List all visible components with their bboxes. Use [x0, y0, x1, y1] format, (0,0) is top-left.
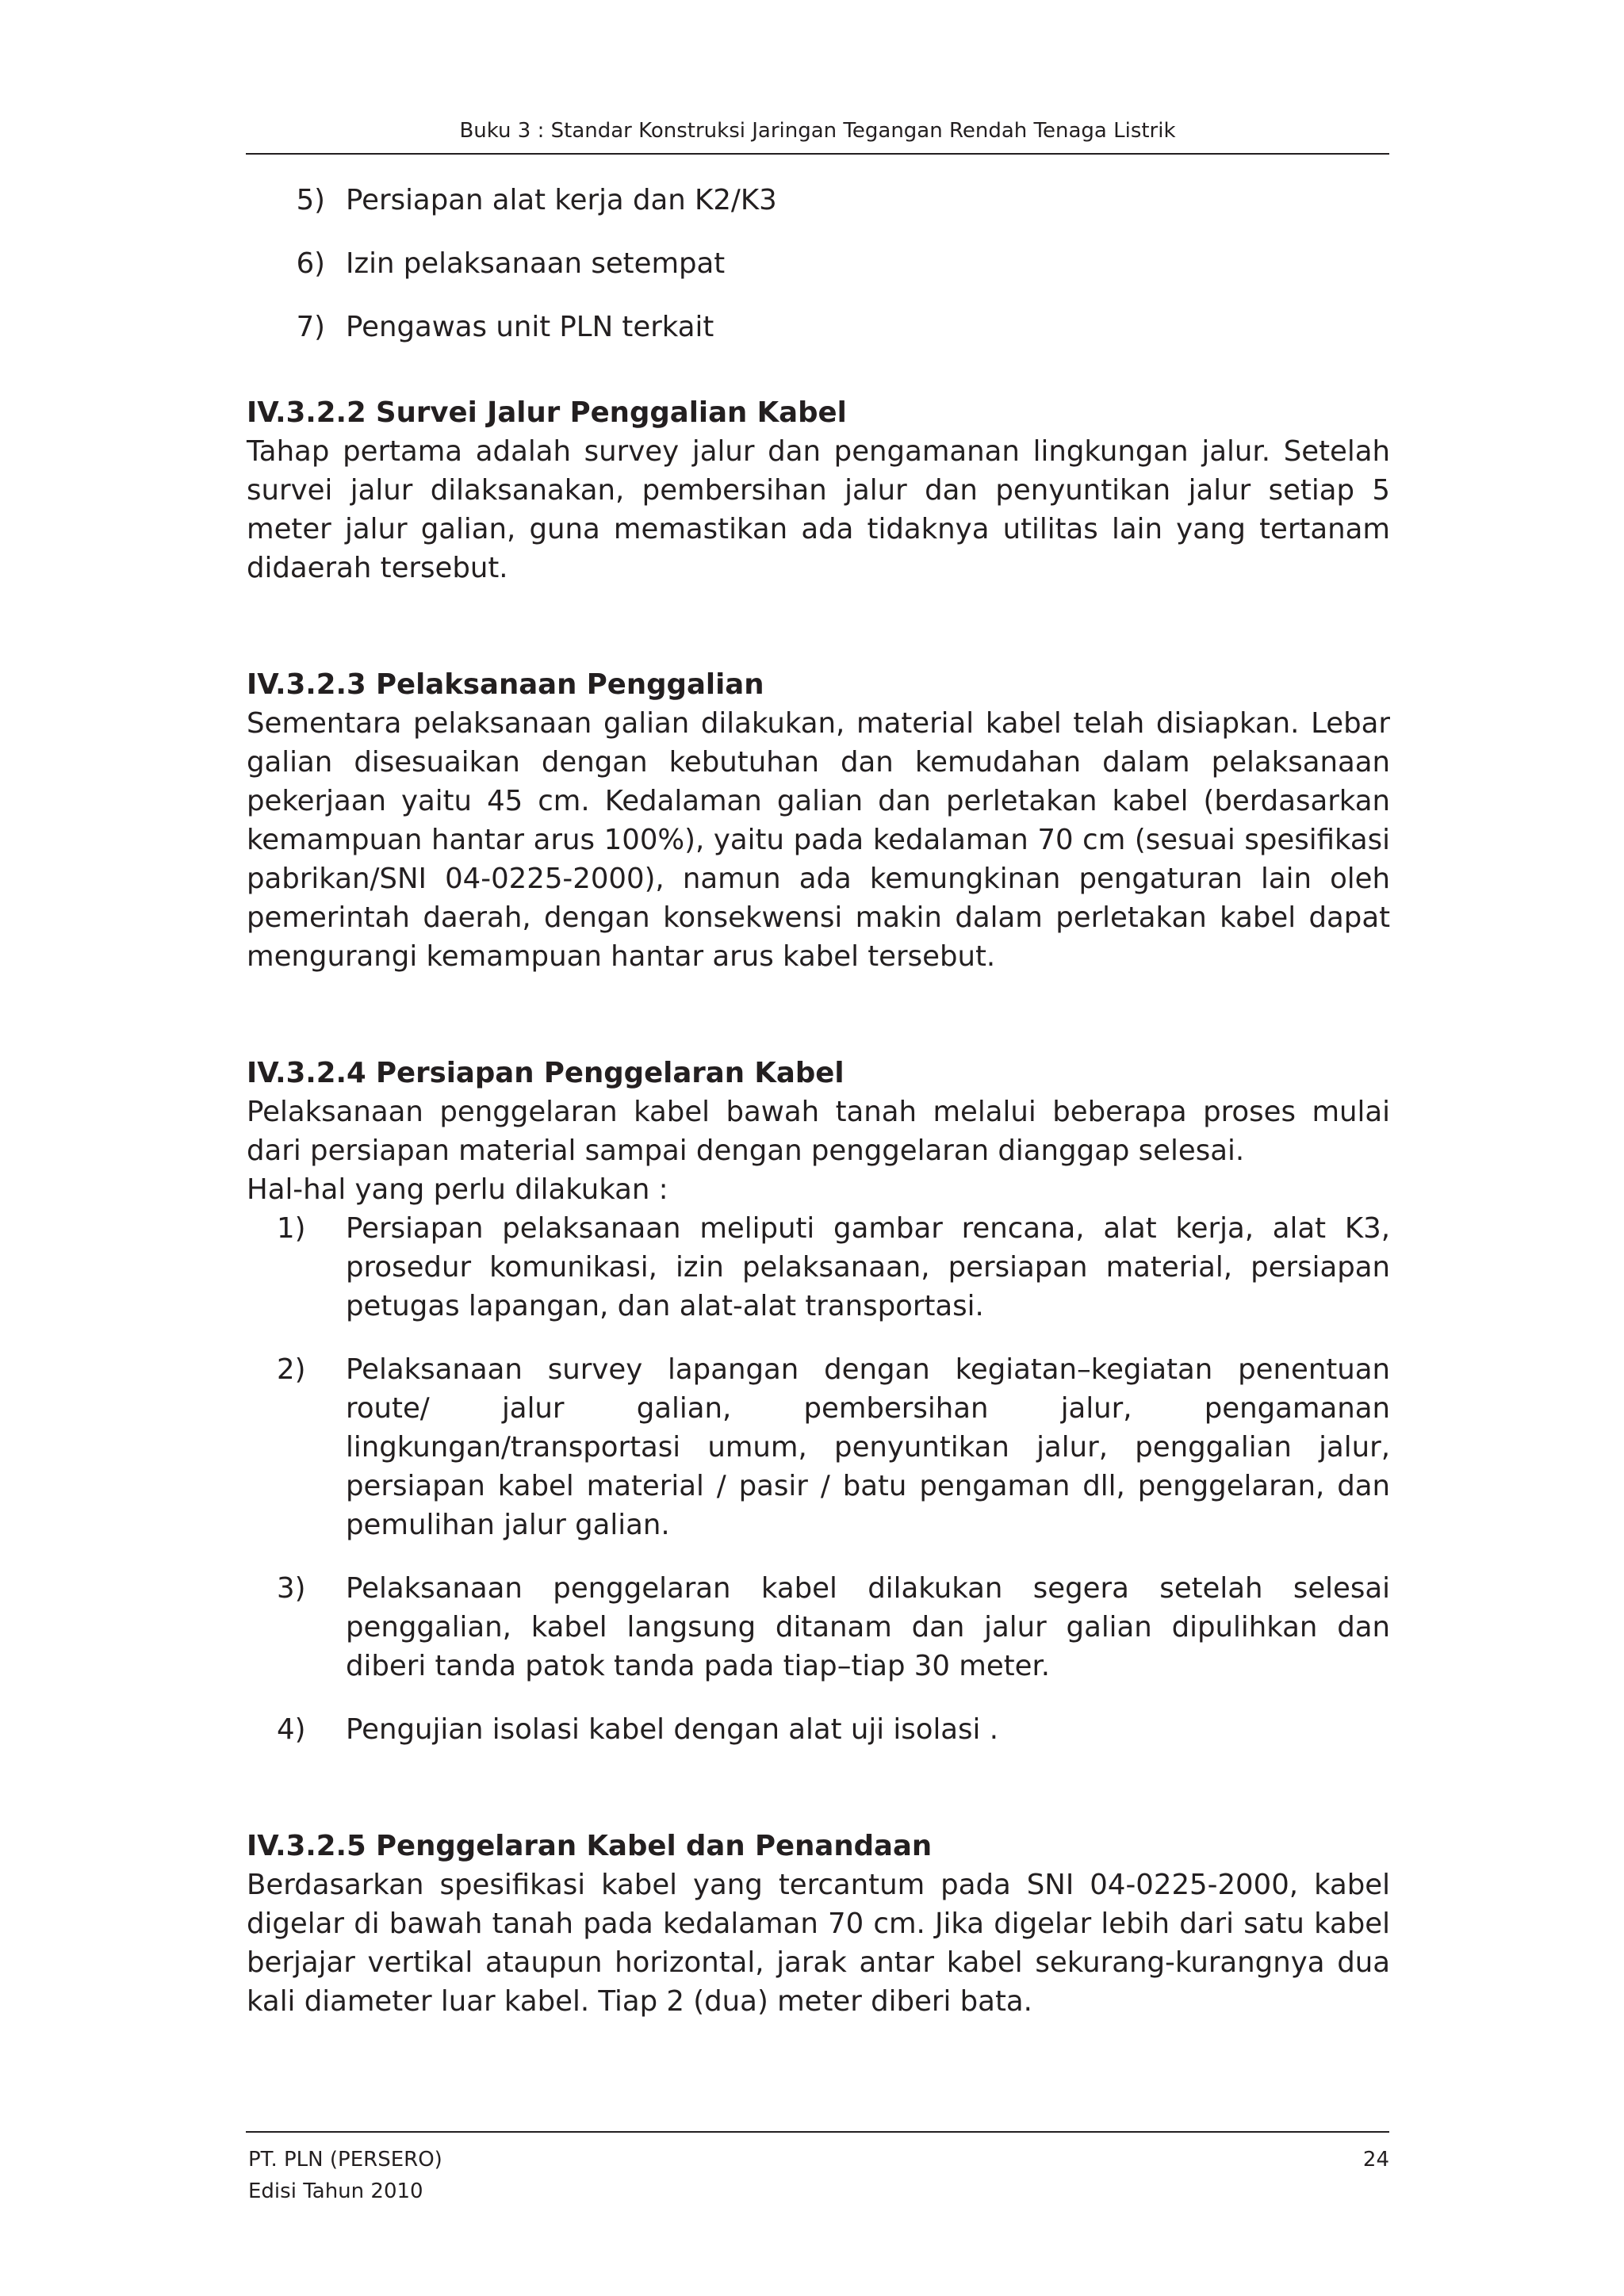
- list-item-number: 1): [277, 1212, 306, 1245]
- section-heading: IV.3.2.4 Persiapan Penggelaran Kabel: [247, 1057, 845, 1089]
- list-item: [247, 1710, 1390, 1749]
- running-header: Buku 3 : Standar Konstruksi Jaringan Tegangan Rendah Tenaga Listrik: [459, 119, 1176, 143]
- list-item-text: Izin pelaksanaan setempat: [346, 247, 726, 280]
- list-item: [247, 1350, 1390, 1544]
- list-item-text: Persiapan alat kerja dan K2/K3: [346, 184, 777, 216]
- list-item-text: Pelaksanaan survey lapangan dengan kegiatan–kegiatan penentuan route/ jalur galian, pembersihan jalur, pengamanan lingkungan/transportasi umum, penyuntikan jalur, penggalian jalur, persiapan kabel material / pasir / batu pengaman dll, penggelaran, dan pemulihan jalur galian.: [346, 1353, 1390, 1541]
- list-item: [247, 1209, 1390, 1326]
- list-item-number: 6): [296, 247, 325, 280]
- list-item: [247, 1569, 1390, 1686]
- list-item-text: Pelaksanaan penggelaran kabel dilakukan segera setelah selesai penggalian, kabel langsung ditanam dan jalur galian dipulihkan dan diberi tanda patok tanda pada tiap–tiap 30 meter.: [346, 1572, 1390, 1682]
- list-item-text: Persiapan pelaksanaan meliputi gambar rencana, alat kerja, alat K3, prosedur komunikasi, izin pelaksanaan, persiapan material, persiapan petugas lapangan, dan alat-alat transportasi.: [346, 1212, 1390, 1322]
- section-heading: IV.3.2.3 Pelaksanaan Penggalian: [247, 668, 764, 701]
- list-item: [247, 308, 1390, 346]
- section-paragraph: Sementara pelaksanaan galian dilakukan, material kabel telah disiapkan. Lebar galian disesuaikan dengan kebutuhan dan kemudahan dalam pelaksanaan pekerjaan yaitu 45 cm. Kedalaman galian dan perletakan kabel (berdasarkan kemampuan hantar arus 100%), yaitu pada kedalaman 70 cm (sesuai spesifikasi pabrikan/SNI 04-0225-2000), namun ada kemungkinan pengaturan lain oleh pemerintah daerah, dengan konsekwensi makin dalam perletakan kabel dapat mengurangi kemampuan hantar arus kabel tersebut.: [247, 707, 1390, 973]
- list-intro: Hal-hal yang perlu dilakukan :: [247, 1173, 668, 1206]
- list-item-number: 2): [277, 1353, 306, 1386]
- list-item-number: 4): [277, 1713, 306, 1746]
- section-penggelaran-penandaan: [247, 1827, 1390, 2021]
- section-paragraph: Berdasarkan spesifikasi kabel yang tercantum pada SNI 04-0225-2000, kabel digelar di bawah tanah pada kedalaman 70 cm. Jika digelar lebih dari satu kabel berjajar vertikal ataupun horizontal, jarak antar kabel sekurang-kurangnya dua kali diameter luar kabel. Tiap 2 (dua) meter diberi bata.: [247, 1869, 1390, 2018]
- footer-rule: [246, 2131, 1389, 2133]
- page-body: [247, 181, 1390, 2021]
- list-item: [247, 181, 1390, 220]
- list-item-number: 3): [277, 1572, 306, 1605]
- section-pelaksanaan-penggalian: [247, 665, 1390, 976]
- steps-list: [247, 1209, 1390, 1749]
- section-survei-jalur: [247, 393, 1390, 587]
- section-heading: IV.3.2.5 Penggelaran Kabel dan Penandaan: [247, 1830, 933, 1862]
- list-item-text: Pengawas unit PLN terkait: [346, 311, 714, 343]
- list-item-number: 5): [296, 184, 325, 216]
- header-rule: [246, 153, 1389, 155]
- section-paragraph: Tahap pertama adalah survey jalur dan pengamanan lingkungan jalur. Setelah survei jalur dilaksanakan, pembersihan jalur dan penyuntikan jalur setiap 5 meter jalur galian, guna memastikan ada tidaknya utilitas lain yang tertanam didaerah tersebut.: [247, 435, 1390, 584]
- continued-list: [247, 181, 1390, 346]
- section-heading: IV.3.2.2 Survei Jalur Penggalian Kabel: [247, 396, 847, 429]
- section-paragraph: Pelaksanaan penggelaran kabel bawah tanah melalui beberapa proses mulai dari persiapan material sampai dengan penggelaran dianggap selesai.: [247, 1096, 1390, 1167]
- footer-company: PT. PLN (PERSERO): [248, 2148, 442, 2172]
- list-item: [247, 244, 1390, 283]
- footer-left: [248, 2144, 442, 2207]
- list-item-number: 7): [296, 311, 325, 343]
- page-number: 24: [1362, 2148, 1389, 2172]
- list-item-text: Pengujian isolasi kabel dengan alat uji isolasi .: [346, 1713, 998, 1746]
- footer-edition: Edisi Tahun 2010: [248, 2179, 423, 2203]
- section-persiapan-penggelaran: [247, 1054, 1390, 1749]
